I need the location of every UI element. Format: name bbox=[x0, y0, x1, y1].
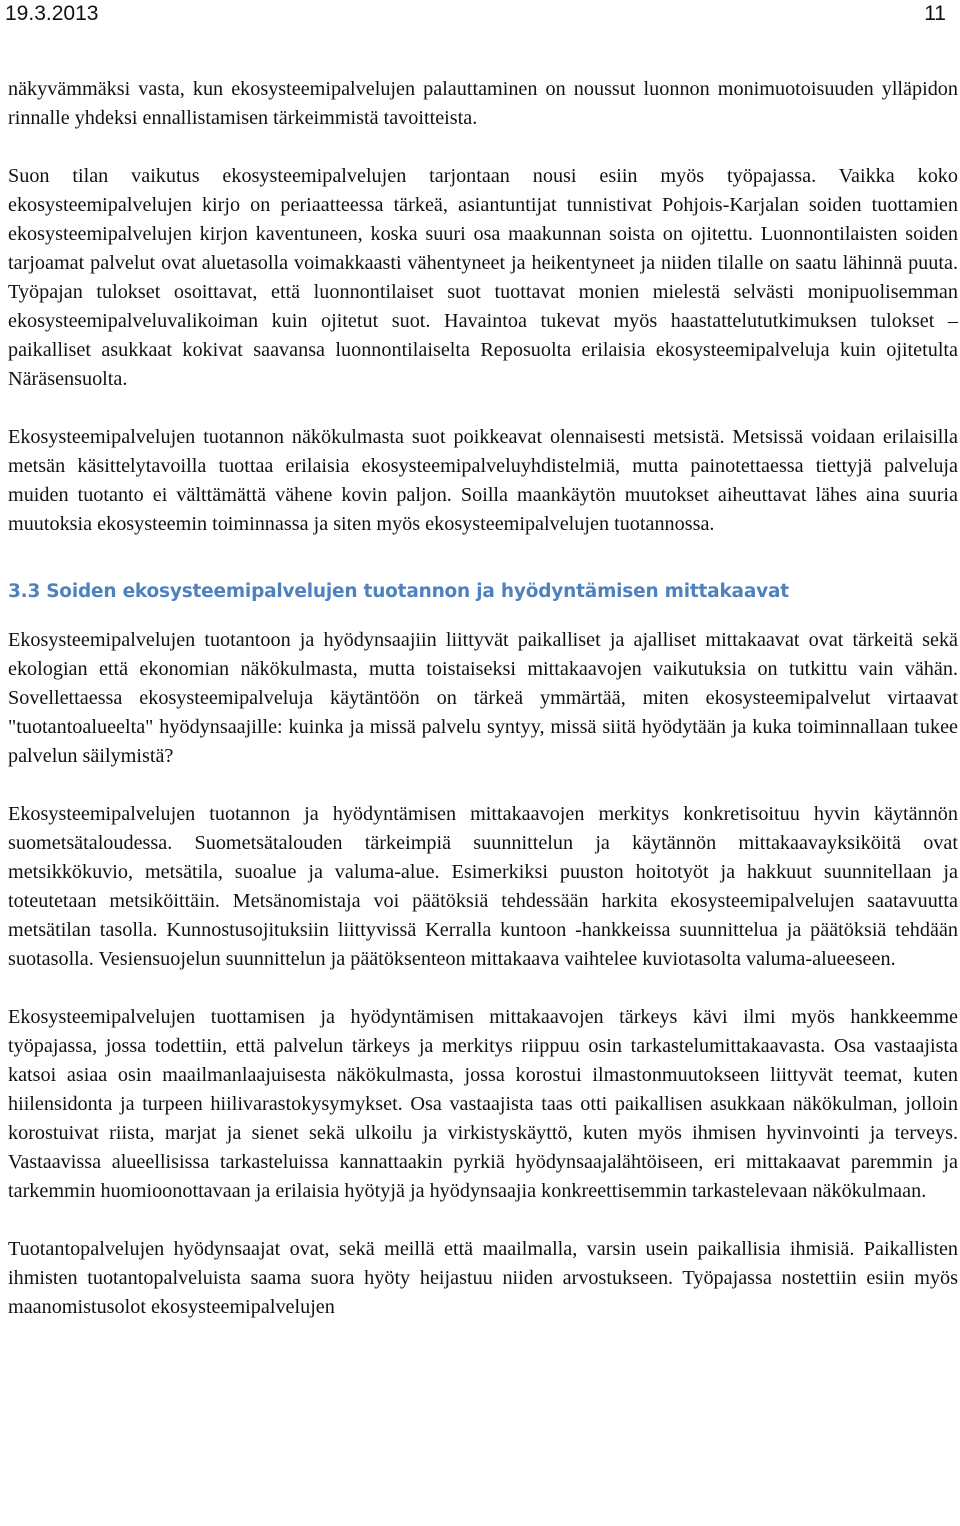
paragraph-7: Tuotantopalvelujen hyödynsaajat ovat, sekä meillä että maailmalla, varsin usein paikallisia ihmisiä. Paikallisten ihmisten tuotantopalveluista saama suora hyöty heijastuu niiden arvostukseen. Työpajassa nostettiin esiin myös maanomistusolot ekosysteemipalvelujen bbox=[8, 1238, 958, 1318]
section-number: 3.3 bbox=[8, 581, 41, 602]
header-date: 19.3.2013 bbox=[5, 2, 99, 25]
page-header bbox=[0, 0, 960, 30]
document-body bbox=[8, 75, 958, 1322]
paragraph-3: Ekosysteemipalvelujen tuotannon näkökulmasta suot poikkeavat olennaisesti metsistä. Metsissä voidaan erilaisilla metsän käsittelytavoilla tuottaa erilaisia ekosysteemipalveluyhdistelmiä, mutta painotettaessa tiettyjä palveluja muiden tuotanto ei välttämättä vähene kovin paljon. Soilla maankäytön muutokset aiheuttavat lähes aina suuria muutoksia ekosysteemin toiminnassa ja siten myös ekosysteemipalvelujen tuotannossa. bbox=[8, 426, 958, 535]
page-number: 11 bbox=[924, 2, 946, 25]
paragraph-1: näkyvämmäksi vasta, kun ekosysteemipalvelujen palauttaminen on noussut luonnon monimuotoisuuden ylläpidon rinnalle yhdeksi ennallistamisen tärkeimmistä tavoitteista. bbox=[8, 78, 958, 129]
paragraph-2: Suon tilan vaikutus ekosysteemipalvelujen tarjontaan nousi esiin myös työpajassa. Vaikka koko ekosysteemipalvelujen kirjo on periaatteessa tärkeä, asiantuntijat tunnistivat Pohjois-Karjalan soiden tuottamien ekosysteemipalvelujen kirjon kaventuneen, koska suuri osa maakunnan soista on ojitettu. Luonnontilaisten soiden tarjoamat palvelut ovat aluetasolla voimakkaasti vähentyneet ja heikentyneet ja niiden tilalle on saatu lähinnä puuta. Työpajan tulokset osoittavat, että luonnontilaiset suot tuottavat monien mielestä selvästi monipuolisemman ekosysteemipalveluvalikoiman kuin ojitetut suot. Havaintoa tukevat myös haastattelututkimuksen tulokset – paikalliset asukkaat kokivat saavansa luonnontilaiselta Reposuolta erilaisia ekosysteemipalveluja kuin ojitetulta Näräsensuolta. bbox=[8, 165, 958, 390]
paragraph-5: Ekosysteemipalvelujen tuotannon ja hyödyntämisen mittakaavojen merkitys konkretisoituu hyvin käytännön suometsätaloudessa. Suometsätalouden tärkeimpiä suunnittelun ja käytännön mittakaavayksiköitä ovat metsikkökuvio, metsätila, suoalue ja valuma-alue. Esimerkiksi puuston hoitotyöt ja hakkuut suunnitellaan ja toteutetaan metsiköittäin. Metsänomistaja voi päätöksiä tehdessään harkita ekosysteemipalvelujen saatavuutta metsätilan tasolla. Kunnostusojituksiin liittyvissä Kerralla kuntoon -hankkeissa suunnittelua ja päätöksiä tehdään suotasolla. Vesiensuojelun suunnittelun ja päätöksenteon mittakaava vaihtelee kuviotasolta valuma-alueeseen. bbox=[8, 803, 958, 970]
paragraph-4: Ekosysteemipalvelujen tuotantoon ja hyödynsaajiin liittyvät paikalliset ja ajalliset mittakaavat ovat tärkeitä sekä ekologian että ekonomian näkökulmasta, mutta toistaiseksi mittakaavojen vaikutuksia on tutkittu vain vähän. Sovellettaessa ekosysteemipalveluja käytäntöön on tärkeä ymmärtää, miten ekosysteemipalvelut virtaavat "tuotantoalueelta" hyödynsaajille: kuinka ja missä palvelu syntyy, missä siitä hyödytään ja kuka toiminnallaan tukee palvelun säilymistä? bbox=[8, 629, 958, 767]
paragraph-6: Ekosysteemipalvelujen tuottamisen ja hyödyntämisen mittakaavojen tärkeys kävi ilmi myös hankkeemme työpajassa, jossa todettiin, että palvelun tärkeys ja merkitys riippuu osin tarkastelumittakaavasta. Osa vastaajista katsoi asiaa osin maailmanlaajuisesta näkökulmasta, jossa korostui ilmastonmuutokseen liittyvät teemat, kuten hiilensidonta ja turpeen hiilivarastokysymykset. Osa vastaajista taas otti paikallisen asukkaan näkökulman, jolloin korostuivat riista, marjat ja sienet sekä ulkoilu ja virkistyskäyttö, kuten myös ihmisen hyvinvointi ja terveys. Vastaavissa alueellisissa tarkasteluissa kannattaakin pyrkiä hyödynsaajalähtöiseen, eri mittakaavat paremmin ja tarkemmin huomioonottavaan ja erilaisia hyötyjä ja hyödynsaajia konkreettisemmin tarkastelevaan näkökulmaan. bbox=[8, 1006, 958, 1202]
section-title: Soiden ekosysteemipalvelujen tuotannon ja hyödyntämisen mittakaavat bbox=[46, 581, 789, 602]
section-heading bbox=[8, 578, 958, 606]
